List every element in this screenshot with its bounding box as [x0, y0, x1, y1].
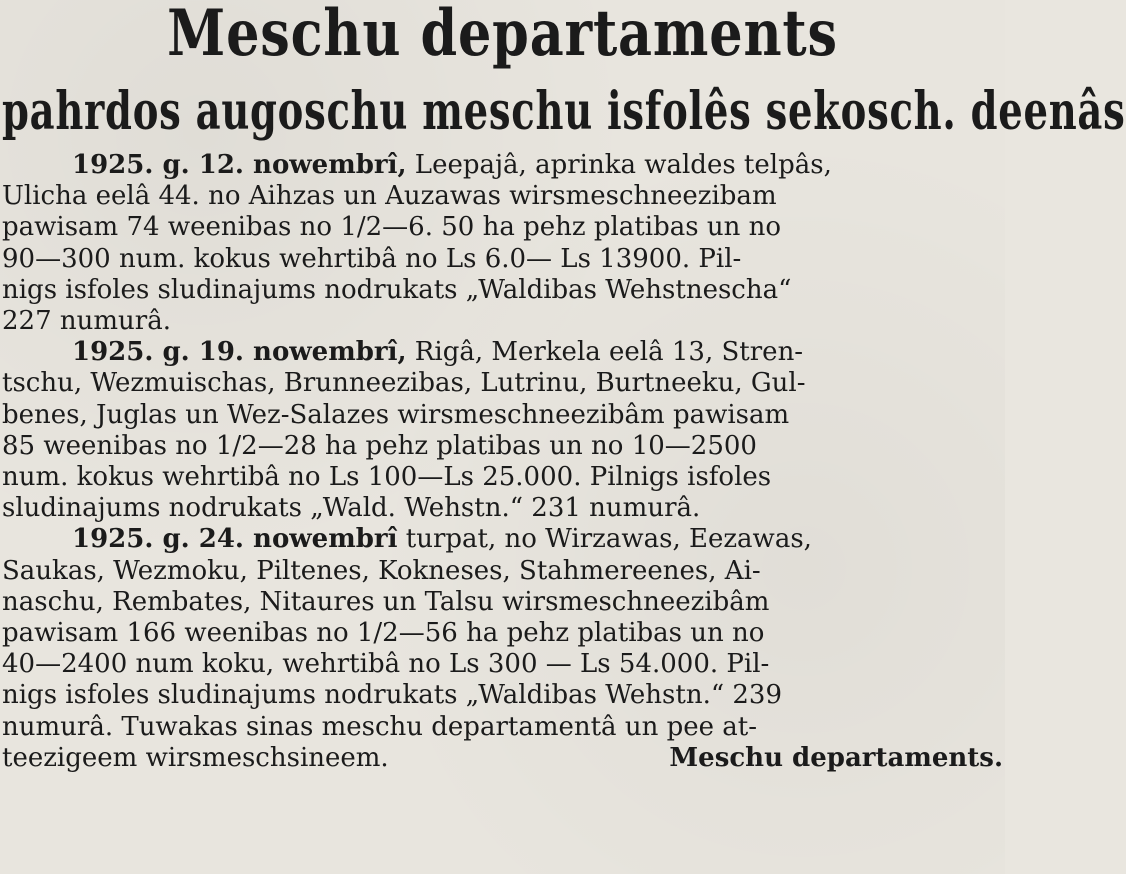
paragraph-line: tschu, Wezmuischas, Brunneezibas, Lutrinu, Burtneeku, Gul- [2, 368, 806, 399]
notice-date: 1925. g. 12. nowembrî, [72, 150, 407, 180]
paragraph-line [2, 150, 1003, 181]
paragraph-text: teezigeem wirsmeschsineem. [2, 742, 389, 773]
page-title: Meschu departaments [167, 0, 838, 71]
paragraph-line [2, 743, 1003, 774]
paragraph-line [2, 524, 1003, 555]
paragraph-line: benes, Juglas un Wez-Salazes wirsmeschneezibâm pawisam [2, 399, 790, 430]
paragraph-line: Ulicha eelâ 44. no Aihzas un Auzawas wirsmeschneezibam [2, 181, 777, 212]
paragraph-line: 227 numurâ. [2, 306, 171, 337]
notice-paragraph-3 [2, 524, 1003, 774]
paragraph-line [2, 337, 1003, 368]
notice-date: 1925. g. 19. nowembrî, [72, 337, 407, 368]
paragraph-line: num. kokus wehrtibâ no Ls 100—Ls 25.000. Pilnigs isfoles [2, 462, 772, 493]
paragraph-text: Rigâ, Merkela eelâ 13, Stren- [414, 337, 804, 368]
notice-paragraph-2 [2, 337, 1003, 524]
paragraph-line: 85 weenibas no 1/2—28 ha pehz platibas un no 10—2500 [2, 430, 757, 461]
paragraph-line: nigs isfoles sludinajums nodrukats „Waldibas Wehstn.“ 239 [2, 680, 783, 711]
paragraph-line: numurâ. Tuwakas sinas meschu departamentâ un pee at- [2, 711, 757, 742]
paragraph-text: Leepajâ, aprinka waldes telpâs, [414, 150, 832, 180]
paragraph-line: 90—300 num. kokus wehrtibâ no Ls 6.0— Ls 13900. Pil- [2, 243, 742, 274]
paragraph-line: Saukas, Wezmoku, Piltenes, Kokneses, Stahmereenes, Ai- [2, 555, 761, 586]
paragraph-text: turpat, no Wirzawas, Eezawas, [405, 524, 812, 555]
signature: Meschu departaments. [669, 742, 1003, 773]
paragraph-line: pawisam 74 weenibas no 1/2—6. 50 ha pehz platibas un no [2, 212, 781, 243]
notice-date: 1925. g. 24. nowembrî [72, 524, 398, 555]
paragraph-line: nigs isfoles sludinajums nodrukats „Waldibas Wehstnescha“ [2, 274, 792, 305]
paragraph-line: 40—2400 num koku, wehrtibâ no Ls 300 — Ls 54.000. Pil- [2, 649, 770, 680]
paragraph-line: sludinajums nodrukats „Wald. Wehstn.“ 231 numurâ. [2, 493, 701, 524]
paragraph-line: naschu, Rembates, Nitaures un Talsu wirsmeschneezibâm [2, 586, 770, 617]
page-subtitle: pahrdos augoschu meschu isfolês sekosch. deenâs [2, 81, 1126, 142]
paragraph-line: pawisam 166 weenibas no 1/2—56 ha pehz platibas un no [2, 618, 765, 649]
article-body [2, 150, 1003, 774]
notice-paragraph-1 [2, 150, 1003, 337]
